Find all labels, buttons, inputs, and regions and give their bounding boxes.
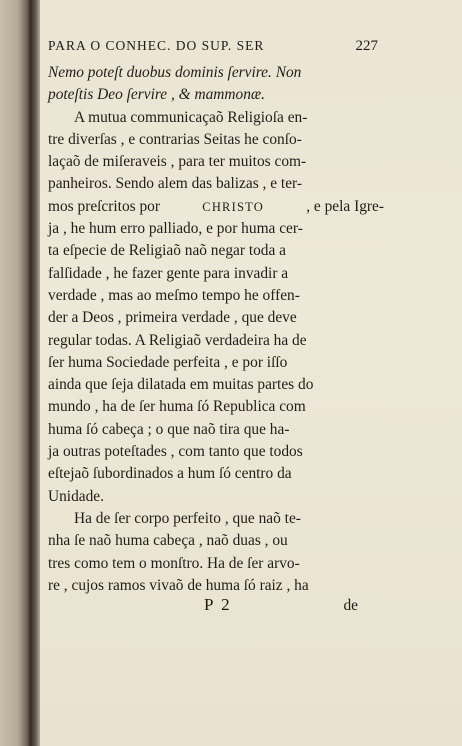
text-line: Nemo poteſt duobus dominis ſervire. Non <box>48 64 302 81</box>
signature-mark: P 2 <box>204 595 232 614</box>
text-line: tres como tem o monſtro. Ha de ſer arvo- <box>48 554 300 572</box>
text-line-part: mos preſcritos por <box>48 197 160 215</box>
text-line: A mutua communicaçaõ Religioſa en- <box>74 108 308 126</box>
text-line: verdade , mas ao meſmo tempo he offen- <box>48 286 300 304</box>
text-line: mundo , ha de ſer huma ſó Republica com <box>48 398 306 416</box>
page-header <box>48 38 378 55</box>
text-line-part: , e pela Igre- <box>306 197 384 215</box>
page-footer <box>48 595 358 615</box>
body-text <box>48 62 384 597</box>
text-line: nha ſe naõ huma cabeça , naõ duas , ou <box>48 532 288 550</box>
book-gutter <box>30 0 40 746</box>
text-line <box>48 196 384 218</box>
text-line: ta eſpecie de Religiaõ naõ negar toda a <box>48 242 287 260</box>
text-line: eſtejaõ ſubordinados a hum ſó centro da <box>48 465 292 483</box>
text-line: der a Deos , primeira verdade , que deve <box>48 309 297 327</box>
text-line: ſer huma Sociedade perfeita , e por iſſo <box>48 353 288 371</box>
text-line: ainda que ſeja dilatada em muitas partes do <box>48 376 314 394</box>
text-line: huma ſó cabeça ; o que naõ tira que ha- <box>48 420 290 438</box>
text-line: panheiros. Sendo alem das balizas , e ter- <box>48 175 302 193</box>
catchword: de <box>343 597 358 614</box>
text-line: re , cujos ramos vivaõ de huma ſó raiz , ha <box>48 576 309 594</box>
running-title: PARA O CONHEC. DO SUP. SER <box>48 38 265 53</box>
text-line: falſidade , he fazer gente para invadir a <box>48 264 289 282</box>
small-caps-word: CHRISTO <box>202 199 264 214</box>
facing-page-edge <box>0 0 30 746</box>
text-line: ja , he hum erro palliado, e por huma cer- <box>48 220 303 238</box>
text-line: tre diverſas , e contrarias Seitas he conſo- <box>48 130 302 148</box>
text-line: Unidade. <box>48 487 104 505</box>
page-number: 227 <box>355 38 378 54</box>
text-line: ja outras poteſtades , com tanto que todos <box>48 443 303 461</box>
text-line: laçaõ de miſeraveis , para ter muitos com- <box>48 153 307 171</box>
text-line: poteſtis Deo ſervire , & mammonæ. <box>48 86 266 104</box>
text-line: regular todas. A Religiaõ verdadeira ha de <box>48 331 307 349</box>
text-line: Ha de ſer corpo perfeito , que naõ te- <box>74 509 301 527</box>
